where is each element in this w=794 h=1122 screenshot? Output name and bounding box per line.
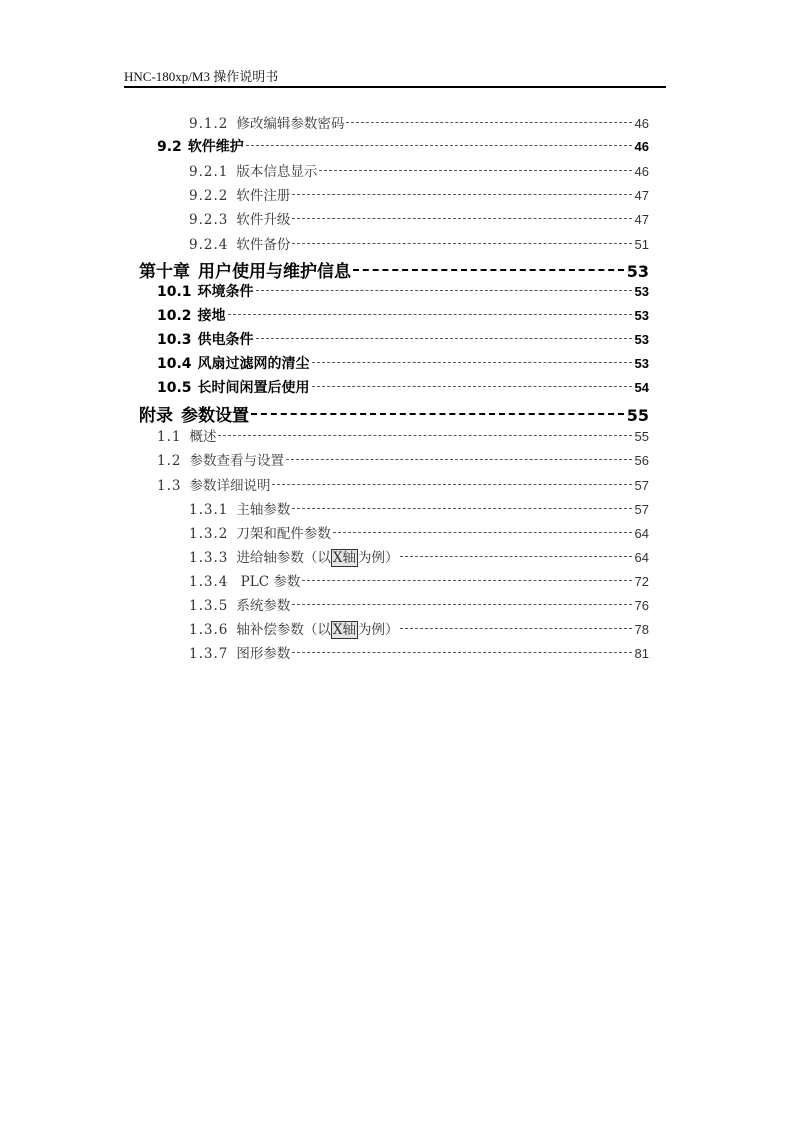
toc-entry[interactable]	[189, 160, 649, 182]
toc-entry-title	[157, 425, 216, 445]
toc-entry-title	[189, 233, 290, 253]
toc-entry-text: 软件注册	[236, 188, 291, 205]
toc-entry-title	[157, 353, 310, 373]
toc-entry[interactable]	[139, 257, 649, 282]
toc-entry[interactable]	[157, 281, 649, 303]
toc-page-number: 46	[634, 139, 649, 155]
toc-entry-title	[189, 112, 344, 132]
toc-entry-title	[139, 401, 249, 426]
dot-leader	[400, 628, 631, 629]
toc-entry-number: 1.2	[157, 453, 182, 470]
toc-entry-title	[157, 281, 254, 301]
toc-entry-number: 1.1	[157, 429, 182, 446]
toc-entry[interactable]	[189, 112, 649, 134]
toc-entry-text: 图形参数	[236, 646, 291, 663]
dot-leader	[246, 145, 632, 146]
toc-page-number: 53	[634, 283, 649, 299]
toc-entry-text: 软件维护	[187, 139, 244, 156]
toc-entry-number: 1.3.6	[189, 622, 229, 639]
toc-entry-number: 1.3	[157, 477, 182, 494]
toc-entry[interactable]	[157, 449, 649, 471]
toc-page-number: 47	[634, 188, 649, 204]
toc-entry-number: 1.3.5	[189, 598, 229, 614]
toc-entry-number: 9.2.4	[189, 236, 229, 253]
toc-entry-number: 1.3.7	[189, 646, 229, 663]
toc-page-number: 64	[634, 549, 649, 565]
toc-entry[interactable]	[189, 618, 649, 640]
toc-entry-text: 刀架和配件参数	[236, 525, 331, 542]
toc-entry-number: 10.5	[157, 380, 192, 397]
dot-leader	[256, 290, 632, 291]
toc-entry-title	[157, 305, 226, 325]
toc-page-number: 55	[634, 429, 649, 445]
toc-entry-title	[189, 618, 398, 638]
toc-entry-title	[189, 160, 317, 180]
toc-page-number: 53	[634, 331, 649, 347]
toc-entry-text: 参数设置	[181, 406, 249, 427]
toc-entry-text-suffix: 为例）	[357, 622, 399, 639]
toc-entry-text: 主轴参数	[236, 501, 291, 518]
toc-entry-title	[189, 642, 290, 662]
page-header	[124, 64, 666, 88]
toc-page-number: 46	[634, 116, 649, 131]
toc-entry[interactable]	[189, 522, 649, 544]
dot-leader	[292, 604, 631, 605]
toc-page-number: 64	[634, 525, 649, 541]
dot-leader	[292, 652, 631, 653]
toc-entry-title	[189, 546, 398, 566]
toc-entry-number: 9.2.3	[189, 212, 229, 229]
toc-page-number: 57	[634, 501, 649, 517]
toc-entry[interactable]	[139, 401, 649, 427]
toc-entry[interactable]	[189, 570, 649, 592]
dot-leader	[286, 459, 632, 460]
toc-entry-text: 供电条件	[197, 331, 254, 348]
toc-entry-text: 系统参数	[236, 598, 291, 614]
toc-entry-title	[157, 449, 284, 469]
toc-entry-text: 用户使用与维护信息	[198, 261, 351, 282]
toc-entry-text: 环境条件	[197, 283, 254, 300]
toc-page-number: 51	[634, 236, 649, 252]
toc-entry-text: 软件升级	[236, 212, 291, 229]
toc-entry-number: 10.2	[157, 307, 192, 324]
toc-entry[interactable]	[157, 474, 649, 496]
toc-entry[interactable]	[157, 136, 649, 158]
toc-entry-title	[157, 474, 270, 494]
dot-leader	[292, 218, 631, 219]
toc-entry-number: 10.4	[157, 356, 192, 372]
toc-entry[interactable]	[157, 329, 649, 351]
toc-entry-text: PLC 参数	[236, 573, 301, 590]
toc-page-number: 54	[634, 380, 649, 396]
toc-entry[interactable]	[189, 208, 649, 230]
toc-page-number: 47	[634, 212, 649, 228]
toc-entry-text: 风扇过滤网的清尘	[197, 356, 310, 372]
toc-entry[interactable]	[189, 498, 649, 520]
dot-leader	[302, 580, 631, 581]
toc-entry[interactable]	[157, 305, 649, 327]
toc-entry-number: 1.3.2	[189, 525, 229, 542]
toc-page-number: 53	[634, 307, 649, 323]
toc-entry-text: 修改编辑参数密码	[236, 116, 345, 132]
toc-entry-text: 进给轴参数（以	[236, 549, 331, 566]
toc-entry-title	[189, 594, 290, 614]
dot-leader	[312, 362, 632, 363]
toc-entry-text: 版本信息显示	[236, 164, 318, 181]
toc-entry[interactable]	[189, 233, 649, 255]
toc-entry-text: 软件备份	[236, 236, 291, 253]
dot-leader	[312, 386, 632, 387]
toc-entry-title	[157, 377, 310, 397]
dot-leader	[256, 338, 632, 339]
toc-page-number: 56	[634, 453, 649, 469]
toc-entry-number: 10.1	[157, 283, 192, 300]
toc-page-number: 55	[626, 406, 649, 426]
toc-entry-number: 1.3.3	[189, 549, 229, 566]
dot-leader	[333, 532, 632, 533]
toc-entry[interactable]	[157, 377, 649, 399]
toc-entry-text: 概述	[189, 429, 217, 446]
dot-leader	[400, 556, 631, 557]
toc-page-number: 46	[634, 164, 649, 180]
toc-entry-title	[157, 329, 254, 349]
toc-entry-number: 附录	[139, 406, 173, 427]
toc-entry[interactable]	[189, 642, 649, 664]
toc-entry-text: 接地	[197, 307, 226, 324]
dot-leader	[292, 243, 631, 244]
toc-entry-title	[189, 522, 331, 542]
toc-entry-title	[189, 498, 290, 518]
toc-entry[interactable]	[189, 546, 649, 568]
toc-entry[interactable]	[157, 425, 649, 447]
toc-entry-text: 轴补偿参数（以	[236, 622, 331, 639]
toc-entry-text: 参数查看与设置	[189, 453, 284, 470]
highlighted-term: X轴	[332, 549, 356, 566]
toc-entry-title	[139, 257, 351, 282]
toc-page-number: 78	[634, 622, 649, 638]
toc-entry-number: 9.2.1	[189, 164, 229, 181]
toc-entry-title	[157, 136, 244, 156]
dot-leader	[218, 435, 631, 436]
dot-leader	[251, 413, 624, 415]
dot-leader	[272, 484, 631, 485]
document-title: HNC-180xp/M3 操作说明书	[124, 69, 279, 84]
dot-leader	[346, 122, 631, 123]
toc-page-number: 53	[626, 261, 649, 281]
toc-entry-number: 10.3	[157, 331, 192, 348]
toc-entry-title	[189, 208, 290, 228]
toc-entry[interactable]	[189, 184, 649, 206]
toc-page-number: 53	[634, 356, 649, 371]
toc-entry[interactable]	[189, 594, 649, 616]
highlighted-term: X轴	[332, 622, 356, 639]
toc-page-number: 81	[634, 646, 649, 662]
toc-entry-number: 第十章	[139, 261, 190, 282]
dot-leader	[353, 269, 624, 271]
dot-leader	[292, 508, 631, 509]
dot-leader	[292, 194, 631, 195]
toc-entry-number: 1.3.1	[189, 501, 229, 518]
toc-page-number: 72	[634, 573, 649, 589]
toc-entry-text: 参数详细说明	[189, 477, 271, 494]
toc-page-number: 57	[634, 477, 649, 493]
toc-entry-number: 1.3.4	[189, 573, 229, 590]
toc-entry-title	[189, 570, 300, 590]
toc-entry-number: 9.1.2	[189, 116, 229, 132]
toc-entry-title	[189, 184, 290, 204]
toc-entry-number: 9.2	[157, 139, 182, 156]
toc-entry-text: 长时间闲置后使用	[197, 380, 310, 397]
toc-page-number: 76	[634, 598, 649, 613]
toc-entry[interactable]	[157, 353, 649, 375]
dot-leader	[319, 170, 631, 171]
toc-entry-number: 9.2.2	[189, 188, 229, 205]
dot-leader	[228, 314, 632, 315]
toc-entry-text-suffix: 为例）	[357, 549, 399, 566]
